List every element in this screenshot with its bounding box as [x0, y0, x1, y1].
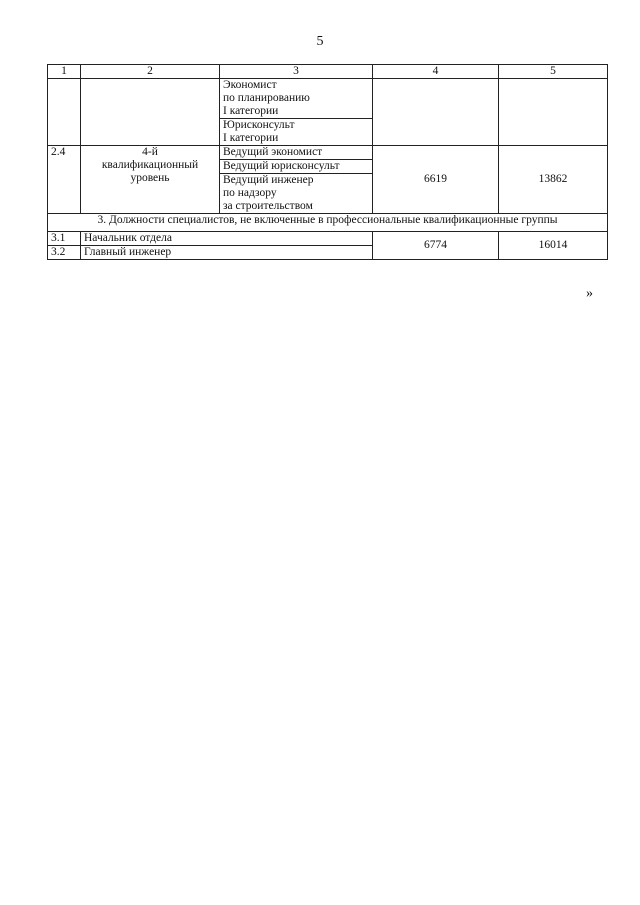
positions-table [47, 64, 608, 260]
table-row [48, 232, 608, 246]
section-heading-row [48, 214, 608, 232]
header-col-1: 1 [48, 65, 81, 79]
empty-col4-cell [373, 79, 499, 146]
qualification-level: 4-й квалификационный уровень [81, 146, 220, 214]
section-col4-value: 6774 [373, 232, 499, 260]
group-col4-value: 6619 [373, 146, 499, 214]
empty-col5-cell [499, 79, 608, 146]
row-code: 3.1 [48, 232, 81, 246]
header-col-5: 5 [499, 65, 608, 79]
position-lead-engineer: Ведущий инженер по надзору за строительством [220, 174, 373, 214]
header-col-3: 3 [220, 65, 373, 79]
table-header-row [48, 65, 608, 79]
group-col5-value: 13862 [499, 146, 608, 214]
table-row [48, 79, 608, 119]
group-code: 2.4 [48, 146, 81, 214]
section-3-title: 3. Должности специалистов, не включенные в профессиональные квалификационные группы [48, 214, 608, 232]
header-col-2: 2 [81, 65, 220, 79]
table-row [48, 146, 608, 160]
header-col-4: 4 [373, 65, 499, 79]
empty-code-cell [48, 79, 81, 146]
position-economist-planning: Экономист по планированию I категории [220, 79, 373, 119]
position-legal-advisor: Юрисконсульт I категории [220, 119, 373, 146]
closing-quote-mark: » [586, 286, 593, 301]
row-position-name: Главный инженер [81, 246, 373, 260]
position-lead-legal-advisor: Ведущий юрисконсульт [220, 160, 373, 174]
section-col5-value: 16014 [499, 232, 608, 260]
empty-level-cell [81, 79, 220, 146]
page-number: 5 [316, 34, 324, 49]
row-position-name: Начальник отдела [81, 232, 373, 246]
position-lead-economist: Ведущий экономист [220, 146, 373, 160]
row-code: 3.2 [48, 246, 81, 260]
